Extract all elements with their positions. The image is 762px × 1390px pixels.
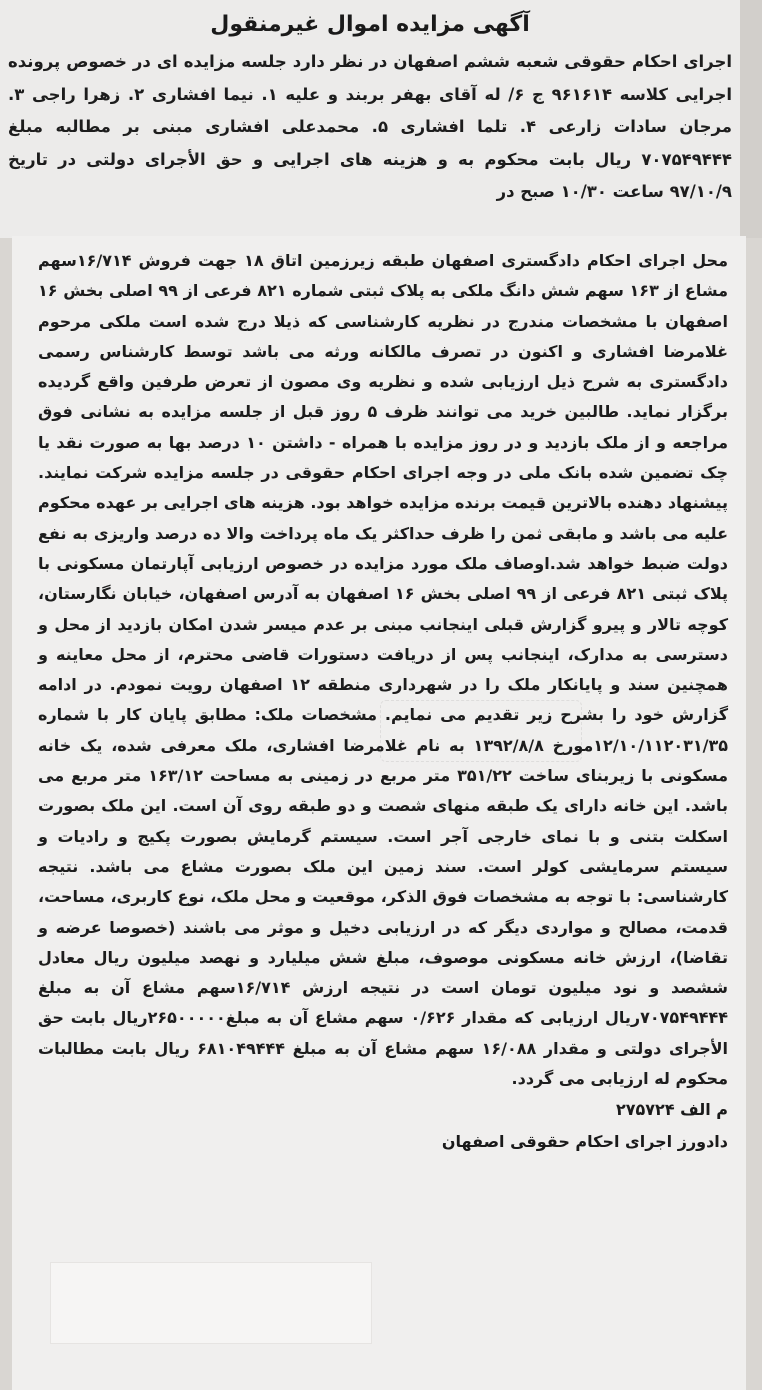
signature-line: دادورز اجرای احکام حقوقی اصفهان: [441, 1132, 728, 1152]
notice-body-section: [12, 236, 746, 1390]
page-edge: [740, 0, 762, 238]
notice-header-section: [0, 0, 740, 238]
notice-body-paragraph: محل اجرای احکام دادگستری اصفهان طبقه زیرزمین اتاق ۱۸ جهت فروش ۱۶/۷۱۴سهم مشاع از ۱۶۳ سهم شش دانگ ملکی به پلاک ثبتی شماره ۸۲۱ فرعی از ۹۹ اصلی بخش ۱۶ اصفهان با مشخصات مندرج در نظریه کارشناسی که ذیلا درج شده است ملکی مرحوم غلامرضا افشاری و اکنون در تصرف مالکانه ورثه می باشد توسط کارشناس رسمی دادگستری به شرح ذیل ارزیابی شده و نظریه وی مصون از تعرض طرفین واقع گردیده برگزار نماید. طالبین خرید می توانند ظرف ۵ روز قبل از جلسه مزایده به نشانی فوق مراجعه و از ملک بازدید و در روز مزایده با همراه - داشتن ۱۰ درصد بها به صورت نقد یا چک تضمین شده بانک ملی در وجه اجرای احکام حقوقی در جلسه مزایده شرکت نمایند. پیشنهاد دهنده بالاترین قیمت برنده مزایده خواهد بود. هزینه های اجرایی بر عهده محکوم علیه می باشد و مابقی ثمن را ظرف حداکثر یک ماه پرداخت والا ده درصد واریزی به نفع دولت ضبط خواهد شد.اوصاف ملک مورد مزایده در خصوص ارزیابی آپارتمان مسکونی با پلاک ثبتی ۸۲۱ فرعی از ۹۹ اصلی بخش ۱۶ اصفهان به آدرس اصفهان، خیابان نگارستان، کوچه تالار و پیرو گزارش قبلی اینجانب مبنی بر عدم میسر شدن امکان بازدید از محل و دسترسی به مدارک، اینجانب پس از دریافت دستورات قاضی محترم، از محل معاینه و همچنین سند و پایانکار ملک را در شهرداری منطقه ۱۲ اصفهان رویت نمودم. در ادامه گزارش خود را بشرح زیر تقدیم می نمایم. مشخصات ملک: مطابق پایان کار با شماره ۱۲/۱۰/۱۱۲۰۳۱/۳۵مورخ ۱۳۹۲/۸/۸ به نام غلامرضا افشاری، ملک معرفی شده، یک خانه مسکونی با زیربنای ساخت ۳۵۱/۲۲ متر مربع در زمینی به مساحت ۱۶۳/۱۲ متر مربع می باشد. این خانه دارای یک طبقه منهای شصت و دو طبقه روی آن است. این ملک بصورت اسکلت بتنی و با نمای خارجی آجر است. سیستم گرمایش بصورت پکیج و رادیات و سیستم سرمایشی کولر است. سند زمین این ملک بصورت مشاع می باشد. نتیجه کارشناسی: با توجه به مشخصات فوق الذکر، موقعیت و محل ملک، نوع کاربری، مساحت، قدمت، مصالح و مواردی دیگر که در ارزیابی دخیل و موثر می باشند (خصوصا عرضه و تقاضا)، ارزش خانه مسکونی موصوف، مبلغ شش میلیارد و نهصد میلیون ریال معادل ششصد و نود میلیون تومان است در نتیجه ارزش ۱۶/۷۱۴سهم مشاع آن به مبلغ ۷۰۷۵۴۹۴۴۴ریال ارزیابی که مقدار ۰/۶۲۶ سهم مشاع آن به مبلغ۲۶۵۰۰۰۰۰ریال بابت حق الأجرای دولتی و مقدار ۱۶/۰۸۸ سهم مشاع آن به مبلغ ۶۸۱۰۴۹۴۴۴ ریال بابت مطالبات محکوم له ارزیابی می گردد.: [38, 251, 729, 1089]
notice-title: آگهی مزایده اموال غیرمنقول: [210, 12, 530, 37]
faint-stamp-watermark: [380, 700, 582, 762]
redacted-block: [50, 1262, 372, 1344]
notice-intro-paragraph: اجرای احکام حقوقی شعبه ششم اصفهان در نظر دارد جلسه مزایده ای در خصوص پرونده اجرایی کلاسه ۹۶۱۶۱۴ ج ۶/ له آقای بهفر بربند و علیه ۱. نیما افشاری ۲. زهرا راجی ۳. مرجان سادات زارعی ۴. تلما افشاری ۵. محمدعلی افشاری مبنی بر مطالبه مبلغ ۷۰۷۵۴۹۴۴۴ ریال بابت محکوم به و هزینه های اجرایی و حق الأجرای دولتی در تاریخ ۹۷/۱۰/۹ ساعت ۱۰/۳۰ صبح در: [8, 52, 733, 201]
reference-number: م الف ۲۷۵۷۲۴: [615, 1100, 728, 1120]
